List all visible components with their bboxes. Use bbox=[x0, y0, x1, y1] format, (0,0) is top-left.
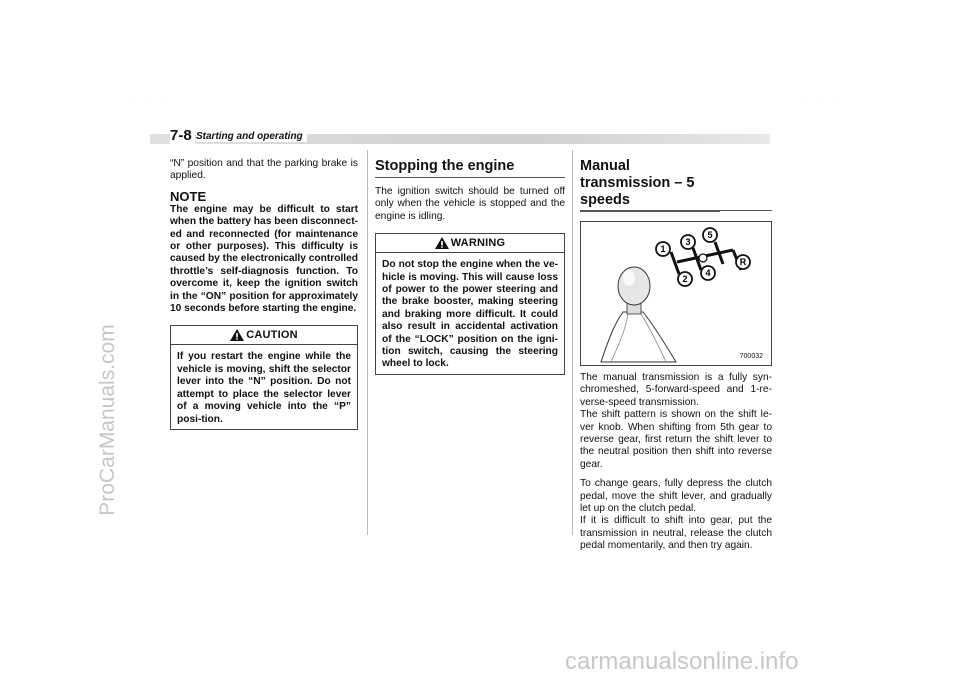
note-heading: NOTE bbox=[170, 188, 207, 204]
transmission-para-2: The shift pattern is shown on the shift le-ver knob. When shifting from 5th gear to reverse gear, first return the shift lever to the neutral position then shift into reverse gear. bbox=[580, 409, 772, 470]
gear-label: 2 bbox=[682, 274, 688, 284]
warning-body: Do not stop the engine when the ve-hicle is moving. This will cause loss of power to the power steering and the brake booster, making steering and braking more difficult. It could also result in accidental activation of the “LOCK” position on the igni-tion switch, causing the steering wheel to lock. bbox=[382, 259, 558, 370]
gear-label: 5 bbox=[707, 230, 713, 240]
transmission-para-3: To change gears, fully depress the clutch pedal, move the shift lever, and gradually let up on the clutch pedal. bbox=[580, 478, 772, 515]
figure-label: 700032 bbox=[739, 353, 763, 360]
caution-body: If you restart the engine while the vehicle is moving, shift the selector lever into the “N” position. Do not attempt to place the selector lever of a moving vehicle into the “P” posi-tion. bbox=[177, 351, 351, 425]
stopping-engine-body: The ignition switch should be turned off only when the vehicle is stopped and the engine is idling. bbox=[375, 186, 565, 222]
column-divider-2 bbox=[572, 150, 573, 535]
side-watermark: ProCarManuals.com bbox=[96, 324, 119, 516]
column-divider-1 bbox=[367, 150, 368, 535]
gear-label: 4 bbox=[705, 268, 711, 278]
warning-box bbox=[375, 233, 565, 375]
crop-marks-right: · · · bbox=[800, 101, 840, 107]
shift-pattern-figure bbox=[580, 221, 772, 366]
column-3 bbox=[580, 158, 772, 560]
transmission-para-1: The manual transmission is a fully syn-chromeshed, 5-forward-speed and 1-re-verse-speed transmission. bbox=[580, 372, 772, 408]
page-number: 7-8 bbox=[170, 127, 195, 144]
caution-header bbox=[171, 326, 357, 345]
crop-marks-left: · · · bbox=[130, 101, 170, 107]
gear-label: R bbox=[739, 257, 747, 267]
caution-box bbox=[170, 325, 358, 429]
warning-triangle-icon bbox=[230, 329, 244, 341]
transmission-para-4: If it is difficult to shift into gear, put the transmission in neutral, release the clutch pedal momentarily, and then try again. bbox=[580, 515, 772, 552]
gear-label: 1 bbox=[660, 244, 666, 254]
column-2 bbox=[375, 158, 565, 375]
intro-text: “N” position and that the parking brake is applied. bbox=[170, 158, 358, 182]
column-1 bbox=[170, 158, 358, 430]
warning-triangle-icon bbox=[435, 237, 449, 249]
bottom-watermark: carmanualsonline.info bbox=[565, 648, 799, 675]
warning-heading: WARNING bbox=[450, 237, 506, 250]
section-title: Starting and operating bbox=[196, 131, 307, 142]
gear-label: 3 bbox=[685, 237, 691, 247]
warning-header bbox=[376, 234, 564, 253]
manual-transmission-heading: Manual transmission – 5 speeds bbox=[580, 158, 720, 212]
caution-heading: CAUTION bbox=[246, 329, 298, 342]
stopping-engine-heading: Stopping the engine bbox=[375, 158, 565, 178]
gear-shift-illustration bbox=[581, 222, 771, 365]
note-body: The engine may be difficult to start when the battery has been disconnect-ed and reconnected (for maintenance or other purposes). This difficulty is caused by the electronically controlled throttle’s self-diagnosis function. To overcome it, keep the ignition switch in the “ON” position for approximately 10 seconds before starting the engine. bbox=[170, 203, 358, 315]
